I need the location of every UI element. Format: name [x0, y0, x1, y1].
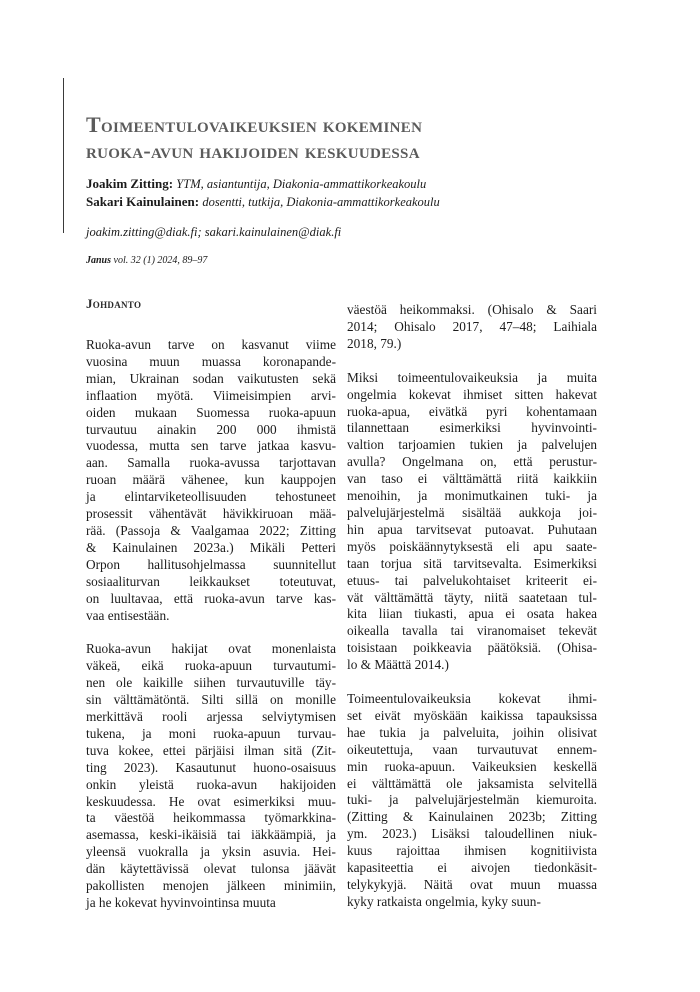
text-line: kapasiteettia ei aivojen tiedonkäsit-	[347, 860, 597, 876]
text-line: asemassa, keski-ikäisiä tai iäkkäämpiä, ja	[86, 827, 336, 843]
paragraph	[347, 370, 597, 674]
title-line-2: ruoka-avun hakijoiden keskuudessa	[86, 138, 420, 163]
text-line: ei välttämättä ole jaksamista selvitellä	[347, 775, 597, 791]
paragraph	[86, 337, 336, 624]
text-line: yleensä vuokralla ja yksin asuvia. Hei-	[86, 844, 336, 860]
author-2	[86, 193, 646, 211]
text-line: ym. 2023.) Lisäksi taloudellinen niuk-	[347, 826, 597, 842]
text-line: avulla? Ongelmana on, että perustur-	[347, 454, 597, 470]
text-line: tukena, ja moni ruoka-apuun turvau-	[86, 725, 336, 741]
text-line: (Zitting & Kainulainen 2023b; Zitting	[347, 809, 597, 825]
text-line: ruoan määrä vähenee, kun kauppojen	[86, 472, 336, 488]
text-line: valtion tarjoamien tukien ja palvelujen	[347, 437, 597, 453]
text-line: vuodessa, mutta sen tarve jatkaa kasvu-	[86, 438, 336, 454]
text-line: ting 2023). Kasautunut huono-osaisuus	[86, 759, 336, 775]
title-line-1: Toimeentulovaikeuksien kokeminen	[86, 112, 423, 137]
margin-rule	[63, 78, 64, 233]
text-line: tilannettaan esimerkiksi hyvinvointi-	[347, 420, 597, 436]
text-line: toisistaan poikkeavia päätöksiä. (Ohisa-	[347, 640, 597, 656]
journal-name: Janus	[86, 255, 112, 266]
text-line: telykykyjä. Näitä ovat muun muassa	[347, 877, 597, 892]
text-line: nen ole kaikille siihen turvautuville täy-	[86, 675, 336, 691]
text-line: merkittävä rooli arjessa selviytymisen	[86, 709, 336, 725]
paragraph	[347, 691, 597, 911]
text-line: mian, Ukrainan sodan vaikutusten sekä	[86, 370, 336, 386]
author-role: YTM, asiantuntija, Diakonia-ammattikorkeakoulu	[176, 177, 427, 191]
text-line: Ruoka-avun hakijat ovat monenlaista	[86, 641, 336, 657]
citation-details: vol. 32 (1) 2024, 89–97	[111, 255, 208, 266]
text-line: etuus- tai palvelukohtaiset kriteerit ei-	[347, 572, 597, 588]
right-column	[347, 302, 597, 928]
text-line: set eivät myöskään kaikissa tapauksissa	[347, 707, 597, 723]
text-line: myös poiskäännytyksestä eli apu saate-	[347, 538, 597, 554]
text-line: ja elintarviketeollisuuden tehostuneet	[86, 489, 336, 505]
text-line: ruoka-apua, eivätkä pyri kohentamaan	[347, 403, 597, 419]
text-line: keskuudessa. He ovat esimerkiksi muu-	[86, 793, 336, 809]
text-line: hae tukia ja palveluita, joihin olisivat	[347, 724, 597, 740]
author-role: dosentti, tutkija, Diakonia-ammattikorkeakoulu	[202, 195, 440, 209]
text-line: Orpon hallitusohjelmassa suunnitellut	[86, 556, 336, 572]
article-title	[86, 112, 646, 164]
text-line: palvelujärjestelmä sisältää aukkoja joi-	[347, 504, 597, 520]
author-name: Sakari Kainulainen:	[86, 194, 200, 209]
text-line: taan torjua sitä tarvitsevalta. Esimerkiksi	[347, 555, 597, 571]
text-line: 2014; Ohisalo 2017, 47–48; Laihiala	[347, 318, 597, 334]
text-line: aan. Samalla ruoka-avussa tarjottavan	[86, 455, 336, 471]
text-line: pakollisten menojen jälkeen minimiin,	[86, 878, 336, 894]
text-line: sosiaaliturvan leikkaukset toteutuvat,	[86, 573, 336, 589]
text-line: Miksi toimeentulovaikeuksia ja muita	[347, 369, 597, 385]
text-line: vuosina muun muassa koronapande-	[86, 353, 336, 369]
text-line: tuki- ja palvelujärjestelmän kiemuroita.	[347, 792, 597, 808]
text-line: menoihin, ja monimutkainen tuki- ja	[347, 488, 597, 504]
left-column	[86, 296, 336, 929]
author-name: Joakim Zitting:	[86, 176, 174, 191]
text-line: kita liian tiukasti, apua ei osata hakea	[347, 606, 597, 622]
text-line: vaa entisestään.	[86, 607, 170, 623]
paragraph	[347, 302, 597, 353]
journal-citation	[86, 255, 207, 266]
text-line: Ruoka-avun tarve on kasvanut viime	[86, 337, 336, 352]
text-line: vät välttämättä täyty, niitä saatetaan tul-	[347, 589, 597, 605]
section-heading: Johdanto	[86, 296, 142, 311]
text-line: 2018, 79.)	[347, 335, 402, 351]
text-line: kyky ratkaista ongelmia, kyky suun-	[347, 893, 541, 909]
text-line: turvautuu ainakin 200 000 ihmistä	[86, 421, 336, 437]
author-1	[86, 175, 646, 193]
text-line: van taso ei välttämättä riitä kaikkiin	[347, 471, 597, 487]
text-line: tuva kokee, ettei pärjäisi ilman sitä (Zit-	[86, 742, 336, 758]
text-line: dän käytettävissä olevat tulonsa jäävät	[86, 861, 336, 877]
text-line: onkin yleistä ruoka-avun hakijoiden	[86, 776, 336, 792]
text-line: & Kainulainen 2023a.) Mikäli Petteri	[86, 539, 336, 555]
text-line: hin apua tarvitsevat putoavat. Puhutaan	[347, 521, 597, 537]
text-line: ongelmia kokevat ihmiset sitten hakevat	[347, 386, 597, 402]
text-line: ta väestöä heikommassa työmarkkina-	[86, 810, 336, 826]
text-line: ja he kokevat hyvinvointinsa muuta	[86, 895, 276, 910]
text-line: lo & Määttä 2014.)	[347, 657, 449, 673]
text-line: rää. (Passoja & Vaalgamaa 2022; Zitting	[86, 522, 336, 538]
text-line: Toimeentulovaikeuksia kokevat ihmi-	[347, 691, 597, 707]
text-line: oiden mukaan Suomessa ruoka-apuun	[86, 404, 336, 420]
text-line: väestöä heikommaksi. (Ohisalo & Saari	[347, 302, 597, 317]
text-line: väkeä, eikä ruoka-apuun turvautumi-	[86, 658, 336, 674]
text-line: on luultavaa, että ruoka-avun tarve kas-	[86, 590, 336, 606]
text-line: prosessit vähentävät hävikkiruoan mää-	[86, 506, 336, 522]
text-line: sin välttämätöntä. Silti sillä on monille	[86, 692, 336, 708]
text-line: oikeutettuja, vaan turvautuvat ennem-	[347, 741, 597, 757]
author-list	[86, 175, 646, 211]
paragraph	[86, 641, 336, 912]
author-emails: joakim.zitting@diak.fi; sakari.kainulainen@diak.fi	[86, 225, 342, 239]
text-line: min ruoka-apuun. Vaikeuksien keskellä	[347, 758, 597, 774]
text-line: inflaation myötä. Viimeisimpien arvi-	[86, 387, 336, 403]
text-line: oikealla tavalla tai viranomaiset tekevät	[347, 623, 597, 639]
text-line: kuus rajoittaa ihmisen kognitiivista	[347, 843, 597, 859]
